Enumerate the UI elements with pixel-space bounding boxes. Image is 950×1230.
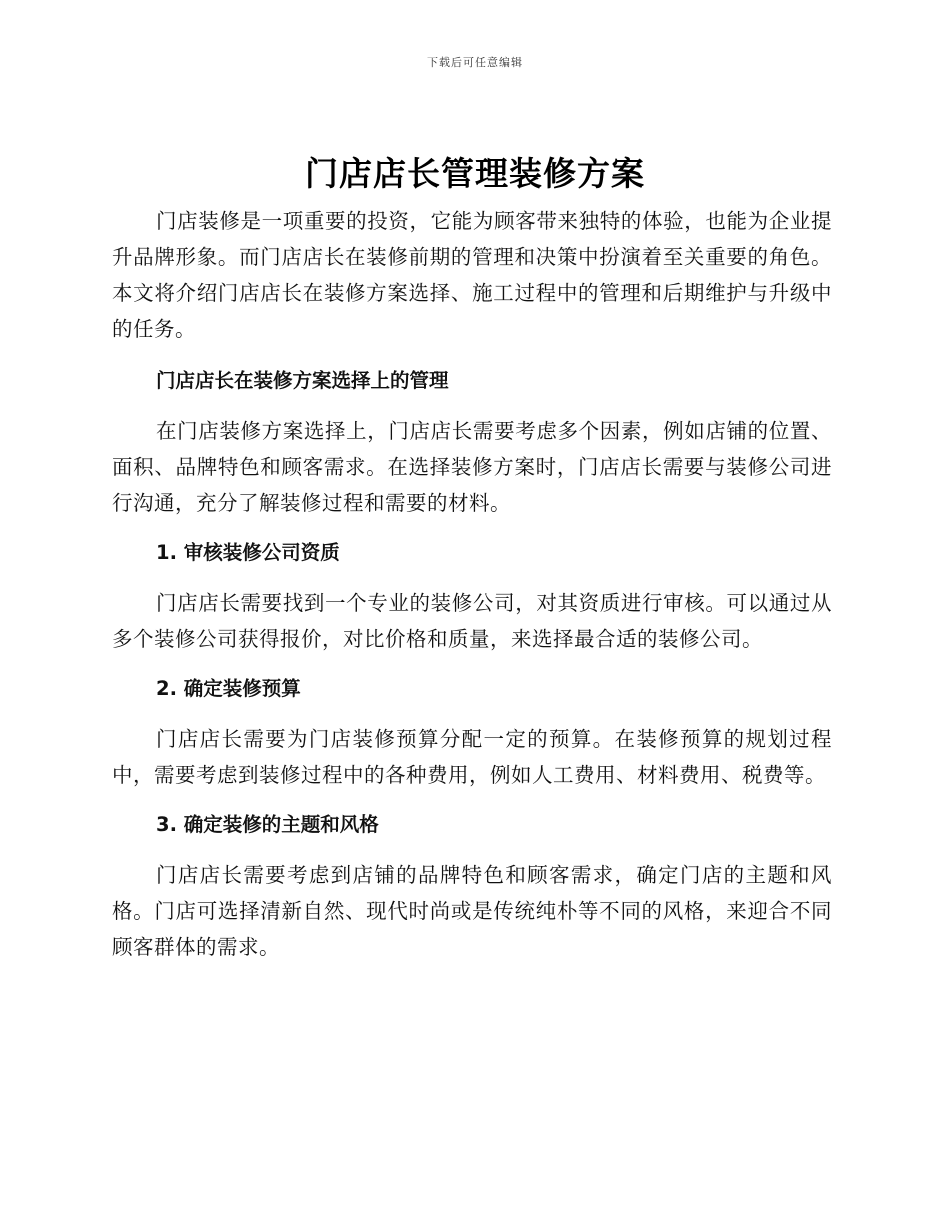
header-note: 下载后可任意编辑: [427, 56, 523, 69]
item-paragraph-3: 门店店长需要考虑到店铺的品牌特色和顾客需求，确定门店的主题和风格。门店可选择清新自然、现代时尚或是传统纯朴等不同的风格，来迎合不同顾客群体的需求。: [112, 863, 832, 959]
section-paragraph: 在门店装修方案选择上，门店店长需要考虑多个因素，例如店铺的位置、面积、品牌特色和顾客需求。在选择装修方案时，门店店长需要与装修公司进行沟通，充分了解装修过程和需要的材料。: [112, 419, 832, 515]
item-paragraph-2: 门店店长需要为门店装修预算分配一定的预算。在装修预算的规划过程中，需要考虑到装修过程中的各种费用，例如人工费用、材料费用、税费等。: [112, 727, 832, 787]
item-heading-1: 1. 审核装修公司资质: [156, 541, 340, 564]
intro-paragraph: 门店装修是一项重要的投资，它能为顾客带来独特的体验，也能为企业提升品牌形象。而门店店长在装修前期的管理和决策中扮演着至关重要的角色。本文将介绍门店店长在装修方案选择、施工过程中的管理和后期维护与升级中的任务。: [112, 209, 832, 341]
document-title: 门店店长管理装修方案: [305, 154, 645, 193]
item-heading-2: 2. 确定装修预算: [156, 677, 301, 700]
section-heading: 门店店长在装修方案选择上的管理: [156, 369, 449, 392]
document-body: [112, 203, 832, 965]
item-paragraph-1: 门店店长需要找到一个专业的装修公司，对其资质进行审核。可以通过从多个装修公司获得报价，对比价格和质量，来选择最合适的装修公司。: [112, 591, 832, 651]
item-heading-3: 3. 确定装修的主题和风格: [156, 813, 379, 836]
